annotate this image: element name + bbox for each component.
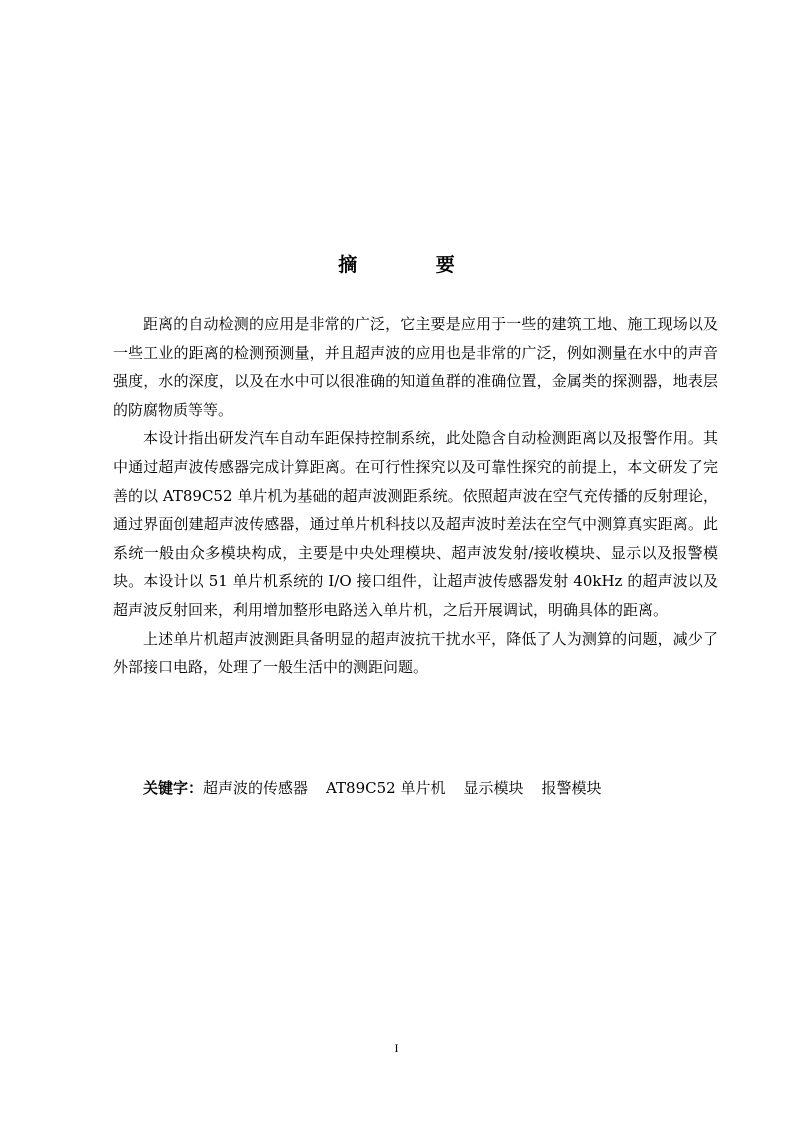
keywords-label: 关键字： xyxy=(143,779,204,797)
abstract-body xyxy=(113,310,718,682)
page-number: I xyxy=(394,1041,399,1055)
abstract-paragraph-1: 距离的自动检测的应用是非常的广泛，它主要是应用于一些的建筑工地、施工现场以及一些工业的距离的检测预测量，并且超声波的应用也是非常的广泛，例如测量在水中的声音强度，水的深度，以及在水中可以很准确的知道鱼群的准确位置，金属类的探测器，地表层的防腐物质等等。 xyxy=(113,315,718,419)
keyword-item: 超声波的传感器 xyxy=(203,779,309,797)
abstract-paragraph-2: 本设计指出研发汽车自动车距保持控制系统，此处隐含自动检测距离以及报警作用。其中通过超声波传感器完成计算距离。在可行性探究以及可靠性探究的前提上，本文研发了完善的以 AT89C52 单片机为基础的超声波测距系统。依照超声波在空气充传播的反射理论，通过界面创建超声波传感器，通过单片机科技以及超声波时差法在空气中测算真实距离。此系统一般由众多模块构成，主要是中央处理模块、超声波发射/接收模块、显示以及报警模块。本设计以 51 单片机系统的 I/O 接口组件，让超声波传感器发射 40kHz 的超声波以及超声波反射回来，利用增加整形电路送入单片机，之后开展调试，明确具体的距离。 xyxy=(113,429,718,619)
abstract-paragraph-3: 上述单片机超声波测距具备明显的超声波抗干扰水平，降低了人为测算的问题，减少了外部接口电路，处理了一般生活中的测距问题。 xyxy=(113,629,718,677)
keyword-item: 显示模块 xyxy=(463,779,524,797)
abstract-title: 摘 要 xyxy=(338,254,491,276)
keywords-line xyxy=(143,775,620,801)
keyword-item: 报警模块 xyxy=(541,779,602,797)
keyword-item: AT89C52 单片机 xyxy=(326,779,446,797)
